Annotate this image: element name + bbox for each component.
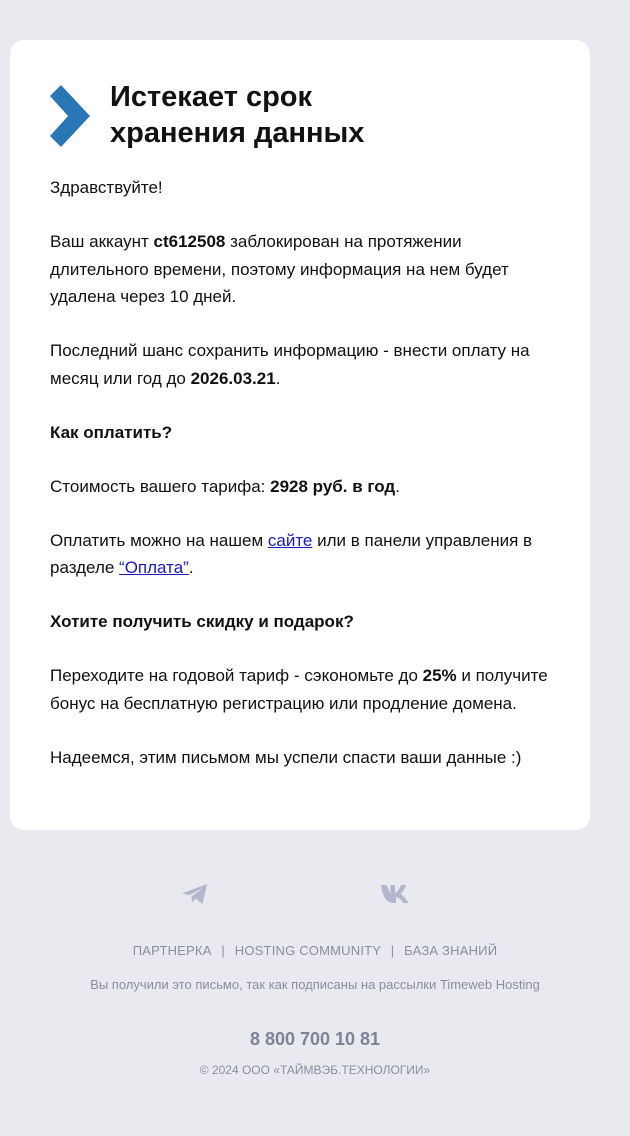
payment-period: . <box>188 558 194 577</box>
account-text-post: заблокирован на протяжении длительного времени, поэтому информация на нем будет удалена через 10 дней. <box>50 232 509 306</box>
link-separator: | <box>390 943 395 958</box>
account-id: ct612508 <box>153 232 226 251</box>
payment-section-link[interactable]: “Оплата” <box>119 558 189 577</box>
site-link[interactable]: сайте <box>267 530 313 550</box>
payment-paragraph <box>50 527 555 582</box>
price-label: Стоимость вашего тарифа: <box>50 476 271 496</box>
how-to-pay-text: Как оплатить? <box>50 422 173 442</box>
hosting-community-link[interactable]: HOSTING COMMUNITY <box>234 943 381 958</box>
payment-text-mid: или в панели управления в разделе <box>50 530 533 577</box>
price-value: 2928 руб. в год <box>270 476 396 496</box>
discount-value: 25% <box>422 666 457 685</box>
knowledge-base-link[interactable]: БАЗА ЗНАНИЙ <box>404 943 498 958</box>
greeting: Здравствуйте! <box>50 178 163 197</box>
discount-heading-text: Хотите получить скидку и подарок? <box>50 612 354 631</box>
title-line-2: хранения данных <box>110 117 365 149</box>
price-paragraph <box>50 473 555 501</box>
how-to-pay-heading <box>50 419 555 447</box>
closing-paragraph: Надеемся, этим письмом мы успели спасти ваши данные :) <box>50 747 522 767</box>
copyright: © 2024 ООО «ТАЙМВЭБ.ТЕХНОЛОГИИ» <box>199 1063 431 1077</box>
payment-text-pre: Оплатить можно на нашем <box>50 530 268 550</box>
discount-heading <box>50 608 555 636</box>
partner-link[interactable]: ПАРТНЕРКА <box>132 943 212 958</box>
footer-links <box>0 943 630 958</box>
email-title <box>110 79 550 151</box>
last-chance-period: . <box>275 368 281 388</box>
telegram-icon[interactable] <box>180 880 210 908</box>
discount-text-post: и получите бонус на бесплатную регистрацию или продление домена. <box>50 666 548 713</box>
discount-text-pre: Переходите на годовой тариф - сэкономьте до <box>50 666 423 685</box>
title-line-1: Истекает срок <box>110 81 313 113</box>
last-chance-paragraph <box>50 337 555 392</box>
link-separator: | <box>221 943 225 958</box>
price-period: . <box>395 476 400 496</box>
email-body <box>50 174 555 798</box>
account-text-pre: Ваш аккаунт <box>50 232 154 251</box>
email-card <box>10 40 590 830</box>
discount-paragraph <box>50 662 555 717</box>
last-chance-text: Последний шанс сохранить информацию - внести оплату на месяц или год до <box>50 341 530 388</box>
chevron-logo-icon <box>50 85 90 147</box>
deadline-date: 2026.03.21 <box>190 368 276 388</box>
vk-icon[interactable] <box>380 880 410 908</box>
account-paragraph <box>50 228 555 311</box>
subscription-note: Вы получили это письмо, так как подписаны на рассылки Timeweb Hosting <box>90 977 540 992</box>
phone-number[interactable]: 8 800 700 10 81 <box>249 1029 381 1049</box>
